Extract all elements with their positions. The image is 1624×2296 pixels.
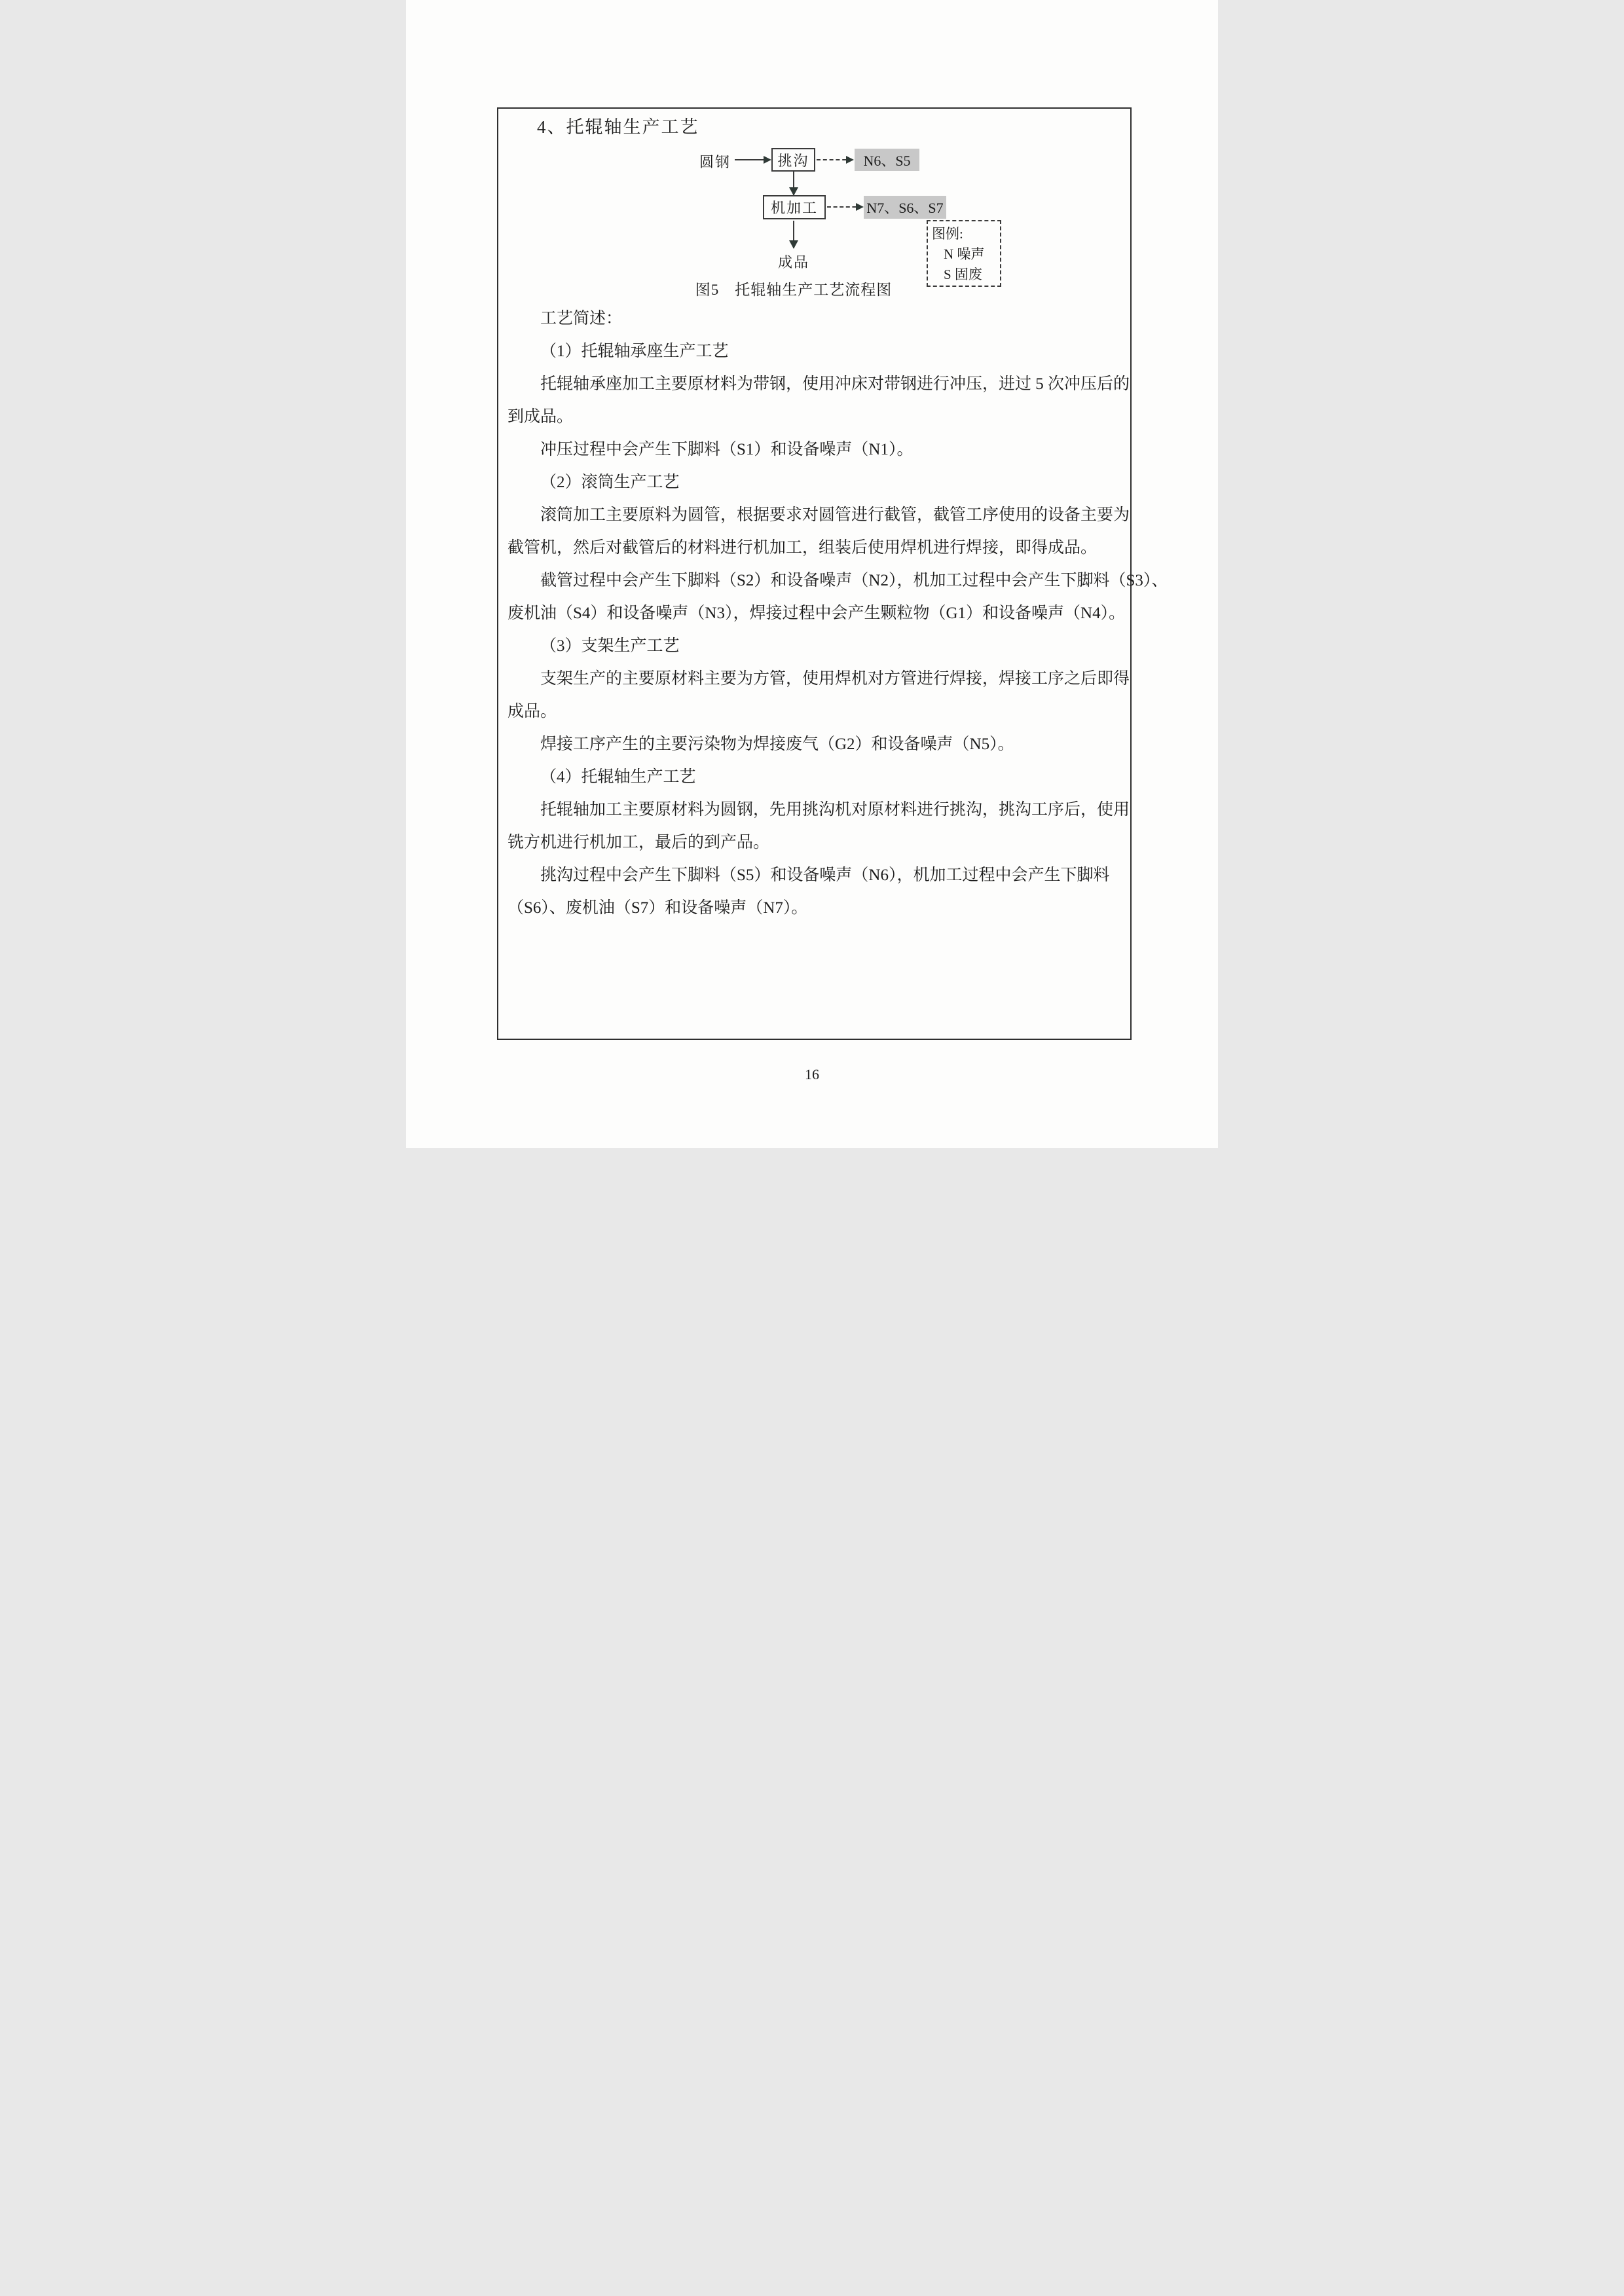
flow-output-label: 成品 (778, 254, 810, 270)
text-line: （4）托辊轴生产工艺 (540, 768, 696, 786)
legend-items (932, 244, 996, 285)
text-line: 截管过程中会产生下脚料（S2）和设备噪声（N2），机加工过程中会产生下脚料（S3）、 (540, 572, 1168, 589)
text-line: （2）滚筒生产工艺 (540, 473, 680, 491)
text-line: 废机油（S4）和设备噪声（N3），焊接过程中会产生颗粒物（G1）和设备噪声（N4）。 (507, 604, 1126, 622)
emission-badge-step1: N6、S5 (855, 149, 919, 171)
page-number: 16 (805, 1066, 819, 1083)
text-line: 铣方机进行机加工，最后的到产品。 (507, 834, 770, 851)
text-line: （1）托辊轴承座生产工艺 (540, 343, 729, 360)
text-line: 支架生产的主要原材料主要为方管，使用焊机对方管进行焊接，焊接工序之后即得 (540, 670, 1130, 688)
text-line: （3）支架生产工艺 (540, 637, 680, 655)
dashed-arrow-step2-emission (827, 206, 862, 208)
text-line: 焊接工序产生的主要污染物为焊接废气（G2）和设备噪声（N5）。 (540, 735, 1014, 753)
legend-item: S 固废 (944, 267, 982, 282)
text-line: 挑沟过程中会产生下脚料（S5）和设备噪声（N6），机加工过程中会产生下脚料 (540, 866, 1110, 884)
flow-input-label: 圆钢 (699, 154, 731, 170)
emission-badge-step2: N7、S6、S7 (864, 196, 946, 219)
dashed-arrow-step1-emission (817, 159, 853, 160)
arrow-input-to-step1 (735, 159, 770, 160)
text-line: 托辊轴加工主要原材料为圆钢，先用挑沟机对原材料进行挑沟，挑沟工序后，使用 (540, 801, 1130, 819)
body-text (507, 303, 1168, 925)
legend-title: 图例: (932, 226, 963, 242)
section-title: 4、托辊轴生产工艺 (537, 117, 699, 137)
text-line: （S6）、废机油（S7）和设备噪声（N7）。 (507, 899, 808, 917)
flowchart-legend (927, 220, 1001, 287)
legend-item: N 噪声 (944, 246, 985, 262)
document-page (406, 0, 1218, 1148)
text-line: 滚筒加工主要原料为圆管，根据要求对圆管进行截管，截管工序使用的设备主要为 (540, 506, 1130, 524)
arrow-step2-to-output (793, 221, 794, 248)
text-line: 工艺简述： (540, 310, 623, 327)
text-line: 托辊轴承座加工主要原材料为带钢，使用冲床对带钢进行冲压，进过 5 次冲压后的 (540, 375, 1130, 393)
text-line: 到成品。 (507, 408, 574, 426)
text-line: 成品。 (507, 703, 557, 720)
figure-caption: 图5 托辊轴生产工艺流程图 (695, 282, 893, 298)
flow-step1-box: 挑沟 (771, 148, 815, 172)
arrow-step1-to-step2 (793, 172, 794, 195)
text-line: 冲压过程中会产生下脚料（S1）和设备噪声（N1）。 (540, 441, 913, 458)
flow-step2-box: 机加工 (763, 195, 826, 219)
text-line: 截管机，然后对截管后的材料进行机加工，组装后使用焊机进行焊接，即得成品。 (507, 539, 1098, 557)
